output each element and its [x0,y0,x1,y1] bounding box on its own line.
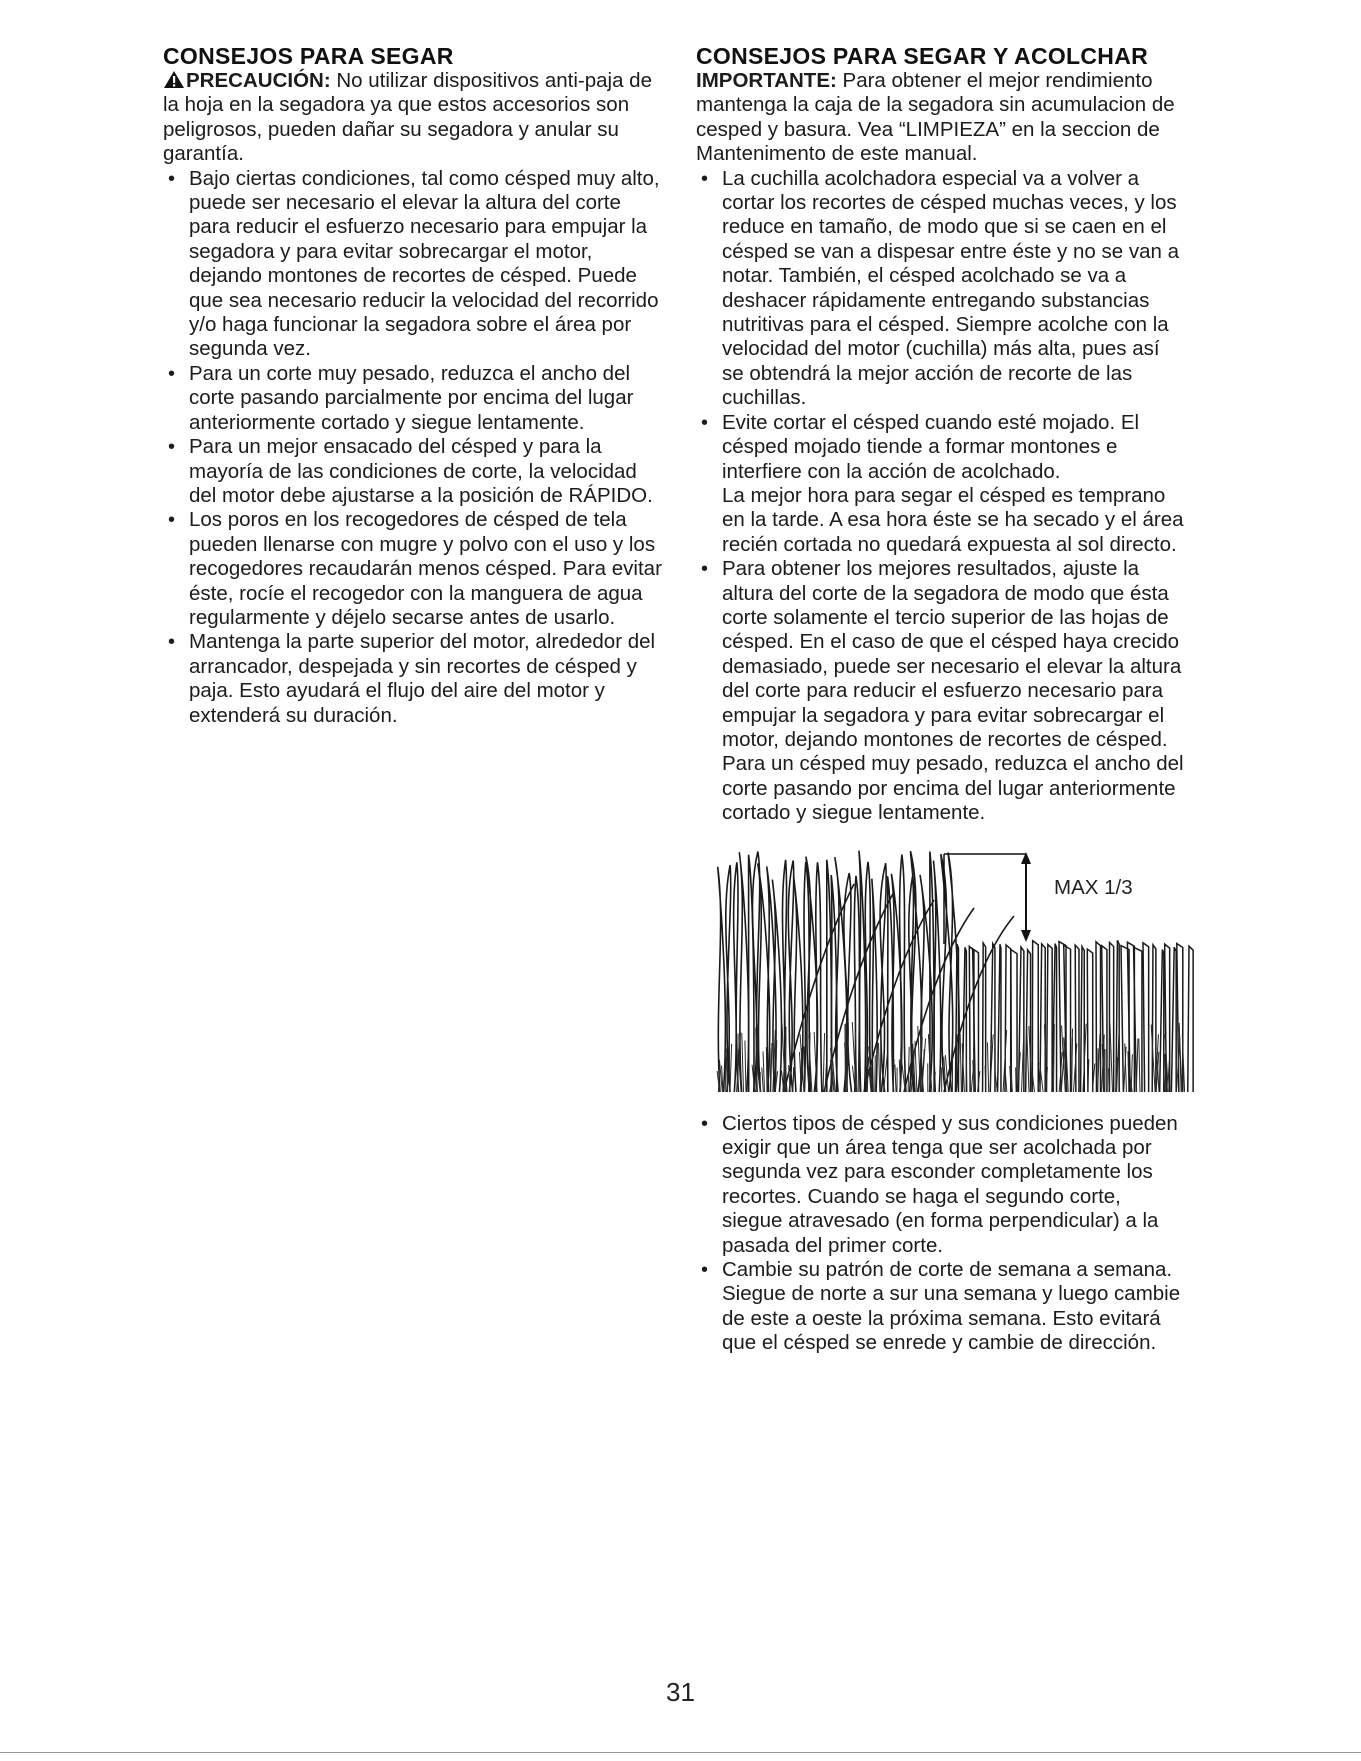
caution-paragraph [163,69,663,167]
grass-shading-stroke [858,1024,859,1091]
grass-shading-stroke [1108,1068,1109,1091]
left-column [163,44,663,728]
grass-blade-tall [859,850,866,1091]
grass-blade-cut [1160,949,1164,1092]
list-item: • Para un corte muy pesado, reduzca el ancho del corte pasando parcialmente por encima del lugar anteriormente cortado y siegue lentamente. [168,361,634,434]
grass-shading-stroke [1110,1023,1113,1092]
mowing-tips-heading: CONSEJOS PARA SEGAR [163,43,454,69]
list-item: • Los poros en los recogedores de césped de tela pueden llenarse con mugre y polvo con el uso y los recogedores recaudarán menos césped. Para evitar éste, rocíe el recogedor con la manguera de agua regularmente y déjelo secarse antes de usarlo. [168,508,662,629]
list-item: • Cambie su patrón de corte de semana a semana. Siegue de norte a sur una semana y luego cambie de este a oeste la próxima semana. Esto evitará que el césped se enrede y cambie de dirección. [701,1258,1181,1355]
grass-shading-stroke [745,1040,746,1092]
bullet-icon: • [168,436,176,459]
grass-shading-stroke [1027,1028,1029,1092]
grass-shading-stroke [823,1033,825,1092]
grass-blade-cut [1143,942,1149,1091]
bullet-icon: • [168,167,176,190]
bullet-icon: • [168,509,176,532]
grass-blade-cut [1171,947,1176,1092]
list-item: • Para un mejor ensacado del césped y para la mayoría de las condiciones de corte, la velocidad del motor debe ajustarse a la posición de RÁPIDO. [168,435,653,507]
grass-shading-stroke [895,1064,896,1091]
grass-shading-stroke [987,1042,988,1092]
bottom-rule [0,1752,1361,1753]
list-item: • La cuchilla acolchadora especial va a volver a cortar los recortes de césped muchas veces, y los reduce en tamaño, de modo que si se caen en el césped se van a dispesar entre éste y no se van a notar. También, el césped acolchado se va a deshacer rápidamente entregando substancias nutritivas para el césped. Siempre acolche con la velocidad del motor (cuchilla) más alta, pues así se obtendrá la mejor acción de recorte de las cuchillas. [701,166,1179,410]
bullet-icon: • [701,1259,709,1282]
caution-label: PRECAUCIÓN: [186,69,331,92]
list-item: • Para obtener los mejores resultados, ajuste la altura del corte de la segadora de modo que ésta corte solamente el tercio superior de las hojas de césped. En el caso de que el césped haya crecido demasiado, puede ser necesario el elevar la altura del corte para reducir el esfuerzo necesario para empujar la segadora y para evitar sobrecargar el motor, dejando montones de recortes de césped. Para un césped muy pesado, reduzca el ancho del corte pasando por encima del lugar anteriormente cortado y siegue lentamente. [701,557,1184,825]
grass-shading-stroke [879,1043,880,1092]
bullet-icon: • [701,558,709,581]
important-text: Para obtener el mejor rendimiento mantenga la caja de la segadora sin acumulacion de cesped y basura. Vea “LIMPIEZA” en la seccion de Mantenimento de este manual. [696,69,1175,166]
grass-shading-stroke [762,1067,764,1091]
max-one-third-label: MAX 1/3 [1054,875,1133,899]
list-item: • Ciertos tipos de césped y sus condiciones pueden exigir que un área tenga que ser acolchada por segunda vez para esconder completamente los recortes. Cuando se haga el segundo corte, siegue atravesado (en forma perpendicular) a la pasada del primer corte. [701,1111,1178,1257]
important-paragraph [696,69,1186,167]
grass-blade-tall [933,860,940,1091]
grass-shading-stroke [956,1034,957,1092]
mulching-tips-heading: CONSEJOS PARA SEGAR Y ACOLCHAR [696,43,1149,69]
warning-triangle-icon [163,70,185,89]
page-number: 31 [666,1677,695,1707]
grass-shading-stroke [766,1047,767,1092]
mowing-tips-list [163,167,663,728]
grass-shading-stroke [960,1033,961,1091]
bullet-icon: • [701,411,709,434]
bullet-icon: • [168,362,176,385]
caution-text: No utilizar dispositivos anti-paja de la hoja en la segadora ya que estos accesorios son peligrosos, pueden dañar su segadora y anular su garantía. [163,69,652,166]
right-column [696,44,1186,1356]
grass-shading-stroke [1131,1054,1132,1092]
grass-blade-cut [1188,946,1193,1092]
mulching-tips-list-continued [696,1112,1186,1356]
grass-shading-stroke [908,1047,909,1092]
grass-blade-cut [1075,945,1079,1092]
grass-blade-tall [718,866,726,1091]
important-label: IMPORTANTE: [696,69,837,92]
grass-blade-cut [1032,940,1038,1091]
list-item: • Bajo ciertas condiciones, tal como césped muy alto, puede ser necesario el elevar la altura del corte para reducir el esfuerzo necesario para empujar la segadora y para evitar sobrecargar el motor, dejando montones de recortes de césped. Puede que sea necesario reducir la velocidad del recorrido y/o haga funcionar la segadora sobre el área por segunda vez. [168,166,660,361]
mulching-tips-list [696,167,1186,826]
grass-cut-height-figure [714,844,1194,1094]
list-item: • Mantenga la parte superior del motor, alrededor del arrancador, despejada y sin recortes de césped y paja. Esto ayudará el flujo del aire del motor y extenderá su duración. [168,630,656,727]
grass-shading-stroke [1139,1038,1140,1092]
grass-blade-tall [739,852,748,1092]
grass-shading-stroke [742,1032,744,1091]
bullet-icon: • [168,631,176,654]
list-item: • Evite cortar el césped cuando esté mojado. El césped mojado tiende a formar montones e interfiere con la acción de acolchado. La mejor hora para segar el césped es temprano en la tarde. A esa hora éste se ha secado y el área recién cortada no quedará expuesta al sol directo. [701,410,1184,556]
bullet-icon: • [701,1112,709,1135]
grass-blade-cut [998,944,1001,1092]
grass-shading-stroke [771,1043,772,1092]
grass-shading-stroke [804,1046,805,1091]
grass-shading-stroke [730,1043,732,1091]
arrow-down-icon [1021,930,1031,942]
bullet-icon: • [701,167,709,190]
